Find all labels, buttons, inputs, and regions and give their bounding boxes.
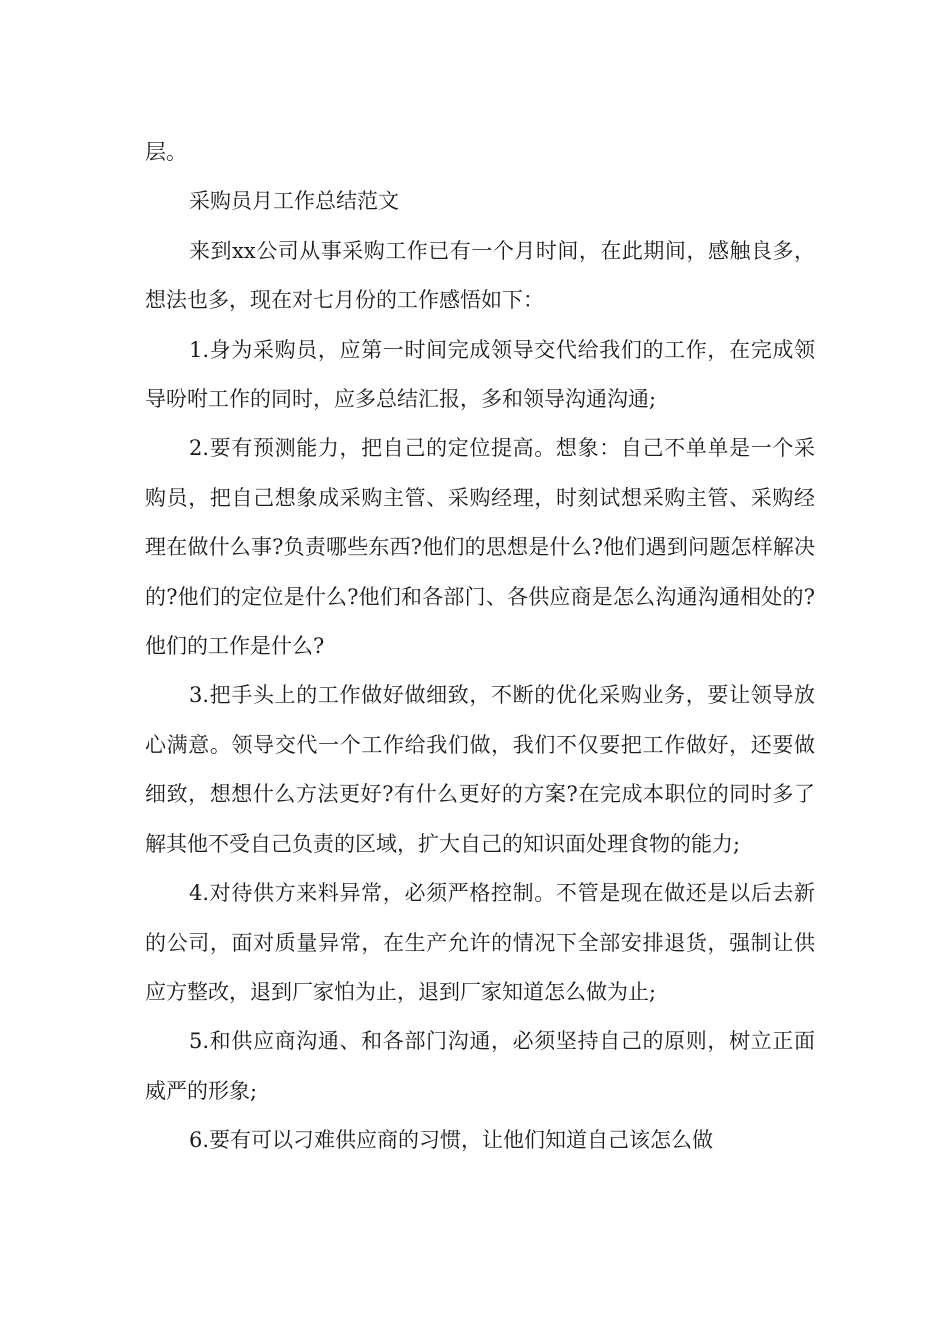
lead-fragment: 层。 [145,140,187,164]
item-paragraph-3: 3.把手头上的工作做好做细致，不断的优化采购业务，要让领导放心满意。领导交代一个工作给我们做，我们不仅要把工作做好，还要做细致，想想什么方法更好?有什么更好的方案?在完成本职位的同时多了解其他不受自己负责的区域，扩大自己的知识面处理食物的能力; [145,683,815,856]
item-paragraph-1: 1.身为采购员，应第一时间完成领导交代给我们的工作，在完成领导吩咐工作的同时，应多总结汇报，多和领导沟通沟通; [145,337,815,412]
item-paragraph-6: 6.要有可以刁难供应商的习惯，让他们知道自己该怎么做 [189,1128,714,1153]
document-body [145,128,815,1166]
item-paragraph-4: 4.对待供方来料异常，必须严格控制。不管是现在做还是以后去新的公司，面对质量异常，在生产允许的情况下全部安排退货，强制让供应方整改，退到厂家怕为止，退到厂家知道怎么做为止; [145,881,815,1004]
item-paragraph-2: 2.要有预测能力，把自己的定位提高。想象：自己不单单是一个采购员，把自己想象成采购主管、采购经理，时刻试想采购主管、采购经理在做什么事?负责哪些东西?他们的思想是什么?他们遇到问题怎样解决的?他们的定位是什么?他们和各部门、各供应商是怎么沟通沟通相处的?他们的工作是什么? [145,436,815,659]
intro-paragraph: 来到xx公司从事采购工作已有一个月时间，在此期间，感触良多，想法也多，现在对七月份的工作感悟如下： [145,238,815,313]
document-title: 采购员月工作总结范文 [189,189,399,214]
item-paragraph-5: 5.和供应商沟通、和各部门沟通，必须坚持自己的原则，树立正面威严的形象; [145,1029,815,1103]
